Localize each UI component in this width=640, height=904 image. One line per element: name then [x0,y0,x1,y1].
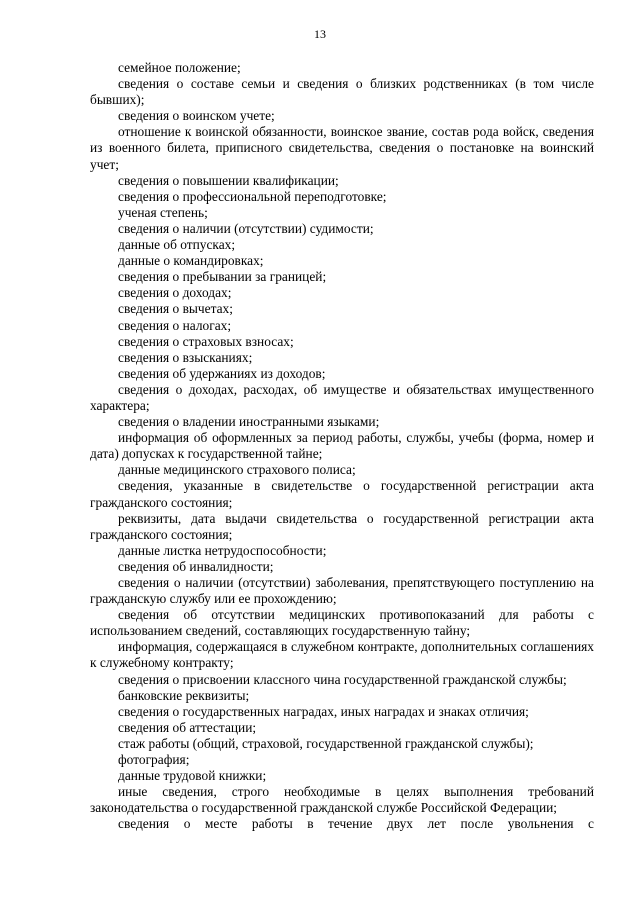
list-item: сведения о взысканиях; [118,349,253,365]
list-item: отношение к воинской обязанности, воинское звание, состав рода войск, сведения из военного билета, приписного свидетельства, сведения о постановке на воинский учет; [90,124,594,172]
list-item: сведения о повышении квалификации; [118,172,339,188]
list-item: сведения о пребывании за границей; [118,269,327,285]
list-item: сведения о государственных наградах, иных наградах и знаках отличия; [118,703,529,719]
list-item: ученая степень; [118,204,208,220]
list-item: иные сведения, строго необходимые в целях выполнения требований законодательства о государственной гражданской службе Российской Федерации; [90,784,594,816]
list-item: данные об отпусках; [118,237,236,253]
list-item: банковские реквизиты; [118,687,250,703]
list-item: сведения о наличии (отсутствии) судимости; [118,220,374,236]
list-item: сведения о профессиональной переподготовке; [118,188,387,204]
list-item: стаж работы (общий, страховой, государственной гражданской службы); [118,735,534,751]
document-body [90,60,594,833]
list-item: сведения о владении иностранными языками; [118,414,380,430]
list-item: сведения об удержаниях из доходов; [118,365,326,381]
list-item: информация об оформленных за период работы, службы, учебы (форма, номер и дата) допусках к государственной тайне; [90,430,594,462]
list-item: сведения, указанные в свидетельстве о государственной регистрации акта гражданского состояния; [90,478,594,510]
page-number: 13 [314,27,326,41]
list-item: сведения о составе семьи и сведения о близких родственниках (в том числе бывших); [90,76,594,108]
list-item: сведения о страховых взносах; [118,333,294,349]
list-item: сведения о воинском учете; [118,108,275,124]
list-item: сведения о налогах; [118,317,232,333]
list-item: реквизиты, дата выдачи свидетельства о государственной регистрации акта гражданского состояния; [90,510,594,542]
list-item: данные о командировках; [118,253,264,269]
list-item: сведения об отсутствии медицинских противопоказаний для работы с использованием сведений, составляющих государственную тайну; [90,607,594,639]
list-item: сведения о доходах; [118,285,232,301]
list-item: данные медицинского страхового полиса; [118,462,356,478]
list-item: данные трудовой книжки; [118,768,267,784]
list-item: сведения о присвоении классного чина государственной гражданской службы; [118,671,567,687]
list-item: сведения о доходах, расходах, об имуществе и обязательствах имущественного характера; [90,381,594,413]
list-item: данные листка нетрудоспособности; [118,542,327,558]
list-item: сведения об инвалидности; [118,558,274,574]
list-item: информация, содержащаяся в служебном контракте, дополнительных соглашениях к служебному контракту; [90,639,594,671]
list-item: сведения об аттестации; [118,719,257,735]
list-item: фотография; [118,752,190,768]
list-item: сведения о месте работы в течение двух лет после увольнения с [118,816,594,832]
list-item: семейное положение; [118,60,241,75]
list-item: сведения о наличии (отсутствии) заболевания, препятствующего поступлению на гражданскую службу или ее прохождению; [90,575,594,607]
list-item: сведения о вычетах; [118,301,233,317]
